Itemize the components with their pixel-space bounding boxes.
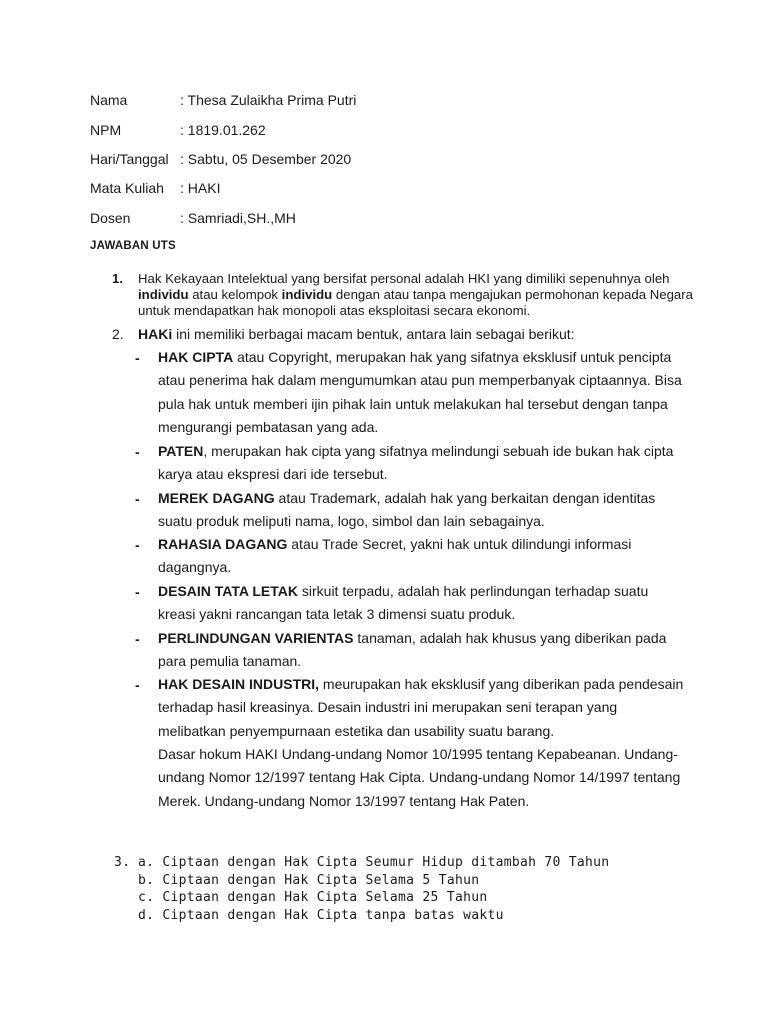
- info-value: : HAKI: [180, 180, 221, 196]
- list-item-term: HAK DESAIN INDUSTRI,: [158, 676, 320, 692]
- answer1-bold-b: individu: [281, 287, 333, 302]
- legal-basis-paragraph: Dasar hokum HAKI Undang-undang Nomor 10/1995 tentang Kepabeanan. Undang-undang Nomor 12/1997 tentang Hak Cipta. Undang-undang Nomor 14/1997 tentang Merek. Undang-undang Nomor 13/1997 tentang Hak Paten.: [158, 746, 681, 809]
- list-item-paten: [158, 440, 688, 487]
- info-value: : Sabtu, 05 Desember 2020: [180, 151, 352, 167]
- list-item-term: DESAIN TATA LETAK: [158, 583, 298, 599]
- list-item-desain-tata-letak: [158, 580, 688, 627]
- answer3-line-d: [114, 907, 609, 925]
- info-row-nama: [90, 90, 356, 110]
- answer1-text: [138, 271, 698, 319]
- info-row-mata-kuliah: [90, 178, 220, 198]
- bullet-marker: -: [135, 444, 140, 460]
- list-item-term: PATEN: [158, 443, 204, 459]
- info-value: : 1819.01.262: [180, 122, 266, 138]
- answer3-marker: 3.: [114, 855, 131, 870]
- list-item-desc: tanaman, adalah hak khusus yang diberikan pada para pemulia tanaman.: [158, 630, 667, 670]
- list-item-desc: , merupakan hak cipta yang sifatnya melindungi sebuah ide bukan hak cipta karya atau ekspresi dari ide tersebut.: [158, 443, 674, 483]
- list-item-hak-cipta: [158, 346, 688, 439]
- info-value: : Samriadi,SH.,MH: [180, 210, 296, 226]
- list-item-term: HAK CIPTA: [158, 349, 234, 365]
- list-item-desc: atau Trade Secret, yakni hak untuk dilindungi informasi dagangnya.: [158, 536, 632, 576]
- info-label: Mata Kuliah: [90, 180, 164, 196]
- section-title: JAWABAN UTS: [90, 240, 176, 252]
- bullet-marker: -: [135, 631, 140, 647]
- answer3-block: [114, 854, 609, 924]
- list-item-term: PERLINDUNGAN VARIENTAS: [158, 630, 354, 646]
- list-item-desc: atau Trademark, adalah hak yang berkaitan dengan identitas suatu produk meliputi nama, logo, simbol dan lain sebagainya.: [158, 490, 656, 530]
- answer2-intro-text: ini memiliki berbagai macam bentuk, antara lain sebagai berikut:: [172, 326, 575, 342]
- list-item-perlindungan-varientas: [158, 627, 688, 674]
- answer2-marker: 2.: [112, 326, 124, 342]
- bullet-marker: -: [135, 537, 140, 553]
- answer3-option-c: c. Ciptaan dengan Hak Cipta Selama 25 Tahun: [138, 890, 488, 905]
- list-item-merek-dagang: [158, 487, 688, 534]
- info-row-npm: [90, 120, 266, 140]
- info-label: Hari/Tanggal: [90, 151, 169, 167]
- answer2-intro-bold: HAKi: [138, 326, 173, 342]
- info-label: Nama: [90, 92, 128, 108]
- bullet-marker: -: [135, 677, 140, 693]
- info-row-dosen: [90, 208, 296, 228]
- info-label: NPM: [90, 122, 122, 138]
- answer1-text-a: Hak Kekayaan Intelektual yang bersifat personal adalah HKI yang dimiliki sepenuhnya oleh: [138, 271, 670, 286]
- answer1-bold-a: individu: [138, 287, 189, 302]
- answer3-line-c: [114, 889, 609, 907]
- answer2-intro: [138, 326, 698, 342]
- list-item-term: MEREK DAGANG: [158, 490, 275, 506]
- list-item-desc: atau Copyright, merupakan hak yang sifatnya eksklusif untuk pencipta atau penerima hak dalam mengumumkan atau pun memperbanyak ciptaannya. Bisa pula hak untuk memberi ijin pihak lain untuk melakukan hal tersebut dengan tanpa mengurangi pembatasan yang ada.: [158, 349, 682, 435]
- list-item-term: RAHASIA DAGANG: [158, 536, 288, 552]
- answer1-text-c: dengan atau tanpa mengajukan permohonan kepada Negara untuk mendapatkan hak monopoli atas eksploitasi secara ekonomi.: [138, 287, 693, 318]
- answer1-marker: 1.: [112, 271, 123, 286]
- info-value: : Thesa Zulaikha Prima Putri: [180, 92, 357, 108]
- answer3-line-b: [114, 872, 609, 890]
- bullet-marker: -: [135, 491, 140, 507]
- list-item-rahasia-dagang: [158, 533, 688, 580]
- answer3-option-d: d. Ciptaan dengan Hak Cipta tanpa batas waktu: [138, 907, 504, 923]
- info-row-hari-tanggal: [90, 149, 351, 169]
- answer3-line-a: [114, 854, 609, 872]
- list-item-desc: sirkuit terpadu, adalah hak perlindungan terhadap suatu kreasi yakni rancangan tata letak 3 dimensi suatu produk.: [158, 583, 649, 623]
- answer3-option-a: a. Ciptaan dengan Hak Cipta Seumur Hidup ditambah 70 Tahun: [138, 855, 610, 870]
- list-item-desc: meurupakan hak eksklusif yang diberikan pada pendesain terhadap hasil kreasinya. Desain industri ini merupakan seni terapan yang melibatkan penyempurnaan estetika dan usability suatu barang.: [158, 676, 684, 739]
- answer3-option-b: b. Ciptaan dengan Hak Cipta Selama 5 Tahun: [138, 872, 480, 888]
- bullet-marker: -: [135, 584, 140, 600]
- list-item-hak-desain-industri: [158, 673, 688, 743]
- bullet-marker: -: [135, 350, 140, 366]
- info-label: Dosen: [90, 210, 131, 226]
- answer1-text-b: atau kelompok: [188, 287, 282, 302]
